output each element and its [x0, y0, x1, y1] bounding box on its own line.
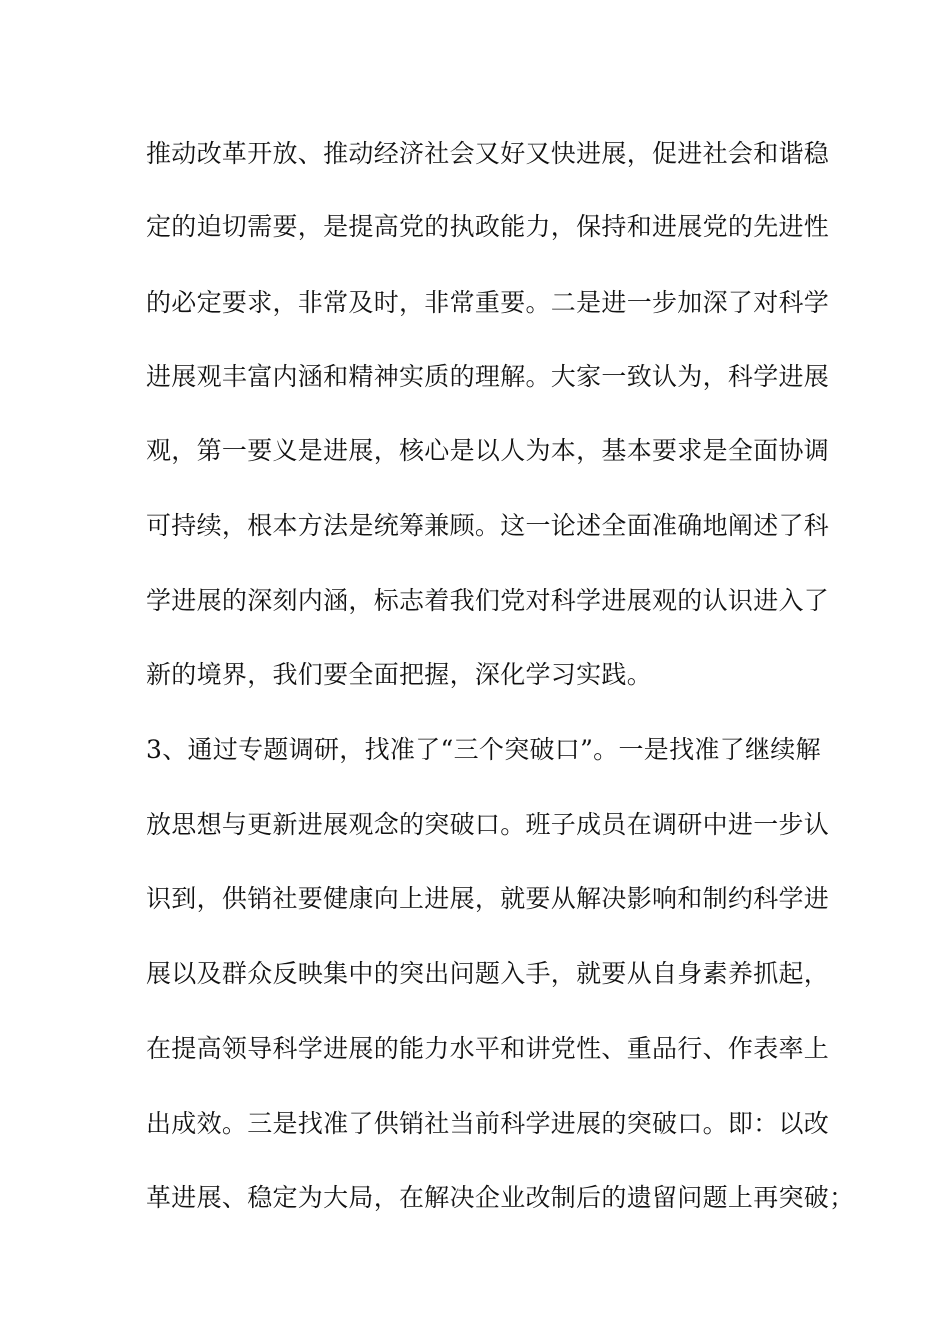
text-line-11: 识到，供销社要健康向上进展，就要从解决影响和制约科学进	[146, 884, 830, 913]
text-line-5: 观，第一要义是进展，核心是以人为本，基本要求是全面协调	[146, 436, 830, 465]
text-line-4: 进展观丰富内涵和精神实质的理解。大家一致认为，科学进展	[146, 362, 830, 391]
text-line-15: 革进展、稳定为大局，在解决企业改制后的遗留问题上再突破；	[146, 1183, 855, 1212]
text-line-14: 出成效。三是找准了供销社当前科学进展的突破口。即：以改	[146, 1109, 830, 1138]
text-line-9: 3、通过专题调研，找准了“三个突破口”。一是找准了继续解	[146, 735, 821, 764]
text-line-13: 在提高领导科学进展的能力水平和讲党性、重品行、作表率上	[146, 1034, 830, 1063]
text-line-12: 展以及群众反映集中的突出问题入手，就要从自身素养抓起，	[146, 959, 830, 988]
text-line-2: 定的迫切需要，是提高党的执政能力，保持和进展党的先进性	[146, 212, 830, 241]
text-line-3: 的必定要求，非常及时，非常重要。二是进一步加深了对科学	[146, 288, 830, 317]
text-line-8: 新的境界，我们要全面把握，深化学习实践。	[146, 660, 653, 689]
text-line-1: 推动改革开放、推动经济社会又好又快进展，促进社会和谐稳	[146, 139, 830, 168]
text-line-10: 放思想与更新进展观念的突破口。班子成员在调研中进一步认	[146, 810, 830, 839]
text-line-7: 学进展的深刻内涵，标志着我们党对科学进展观的认识进入了	[146, 586, 830, 615]
text-line-6: 可持续，根本方法是统筹兼顾。这一论述全面准确地阐述了科	[146, 511, 830, 540]
